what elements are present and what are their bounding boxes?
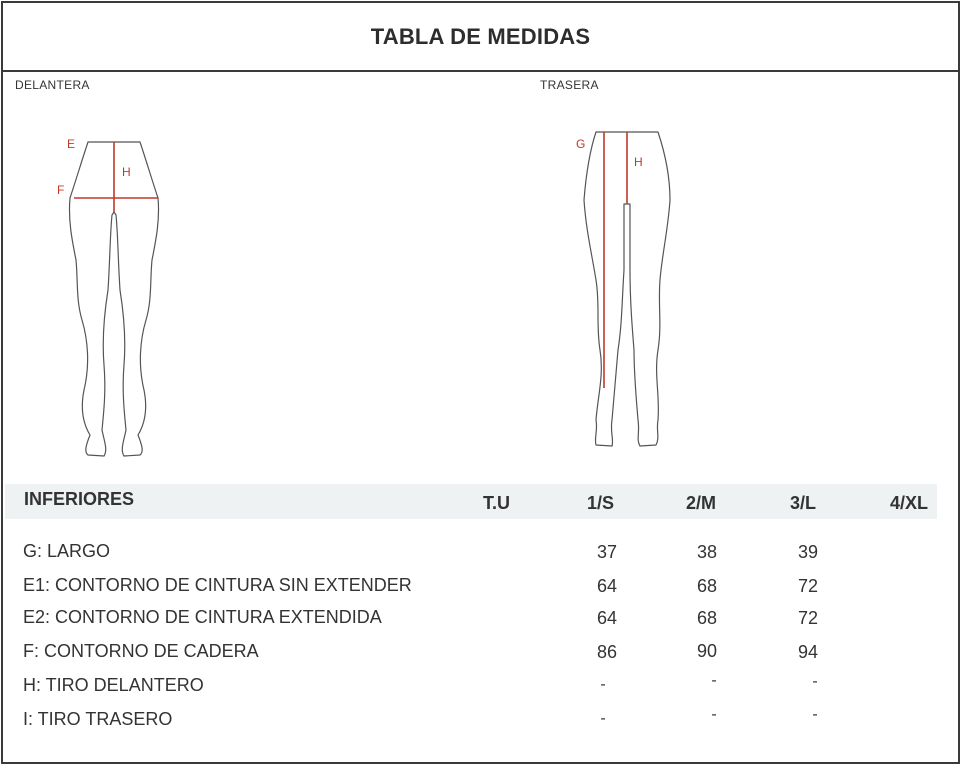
table-cell: 94: [797, 642, 819, 662]
leggings-back-illustration: [560, 120, 700, 465]
table-cell: -: [812, 706, 818, 723]
table-cell: -: [812, 673, 818, 690]
marker-h-front: H: [122, 165, 131, 179]
table-cell: 38: [696, 542, 718, 562]
marker-f: F: [57, 183, 65, 197]
marker-g: G: [576, 137, 586, 151]
table-cell: -: [600, 710, 606, 727]
size-header-l: 3/L: [790, 493, 817, 513]
table-row-label: G: LARGO: [23, 541, 111, 561]
table-cell: 86: [596, 642, 618, 662]
size-header-xl: 4/XL: [890, 493, 929, 513]
marker-e: E: [67, 137, 76, 151]
title-bar: [3, 3, 958, 72]
table-cell: -: [711, 672, 717, 689]
table-cell: 68: [696, 576, 718, 596]
table-cell: 72: [797, 576, 819, 596]
front-view-label: DELANTERA: [15, 78, 90, 92]
table-row-label: H: TIRO DELANTERO: [23, 675, 204, 695]
table-row-label: I: TIRO TRASERO: [23, 709, 173, 729]
table-cell: 37: [596, 542, 618, 562]
front-measure-lines: [74, 142, 158, 212]
size-header-s: 1/S: [587, 493, 615, 513]
marker-h-back: H: [634, 155, 643, 169]
back-view-label: TRASERA: [540, 78, 599, 92]
table-row-label: E1: CONTORNO DE CINTURA SIN EXTENDER: [23, 575, 412, 595]
table-row-label: F: CONTORNO DE CADERA: [23, 641, 259, 661]
page-title: TABLA DE MEDIDAS: [370, 23, 591, 49]
table-cell: 68: [696, 608, 718, 628]
table-cell: 90: [696, 641, 718, 661]
size-header-tu: T.U: [483, 493, 510, 513]
table-header-name: INFERIORES: [24, 489, 135, 509]
leggings-front-illustration: [40, 120, 180, 465]
table-cell: 64: [596, 576, 618, 596]
table-cell: -: [711, 706, 717, 723]
table-cell: 39: [797, 542, 819, 562]
size-header-m: 2/M: [686, 493, 717, 513]
table-cell: 72: [797, 608, 819, 628]
table-cell: 64: [596, 608, 618, 628]
table-cell: -: [600, 676, 606, 693]
table-row-label: E2: CONTORNO DE CINTURA EXTENDIDA: [23, 607, 382, 627]
